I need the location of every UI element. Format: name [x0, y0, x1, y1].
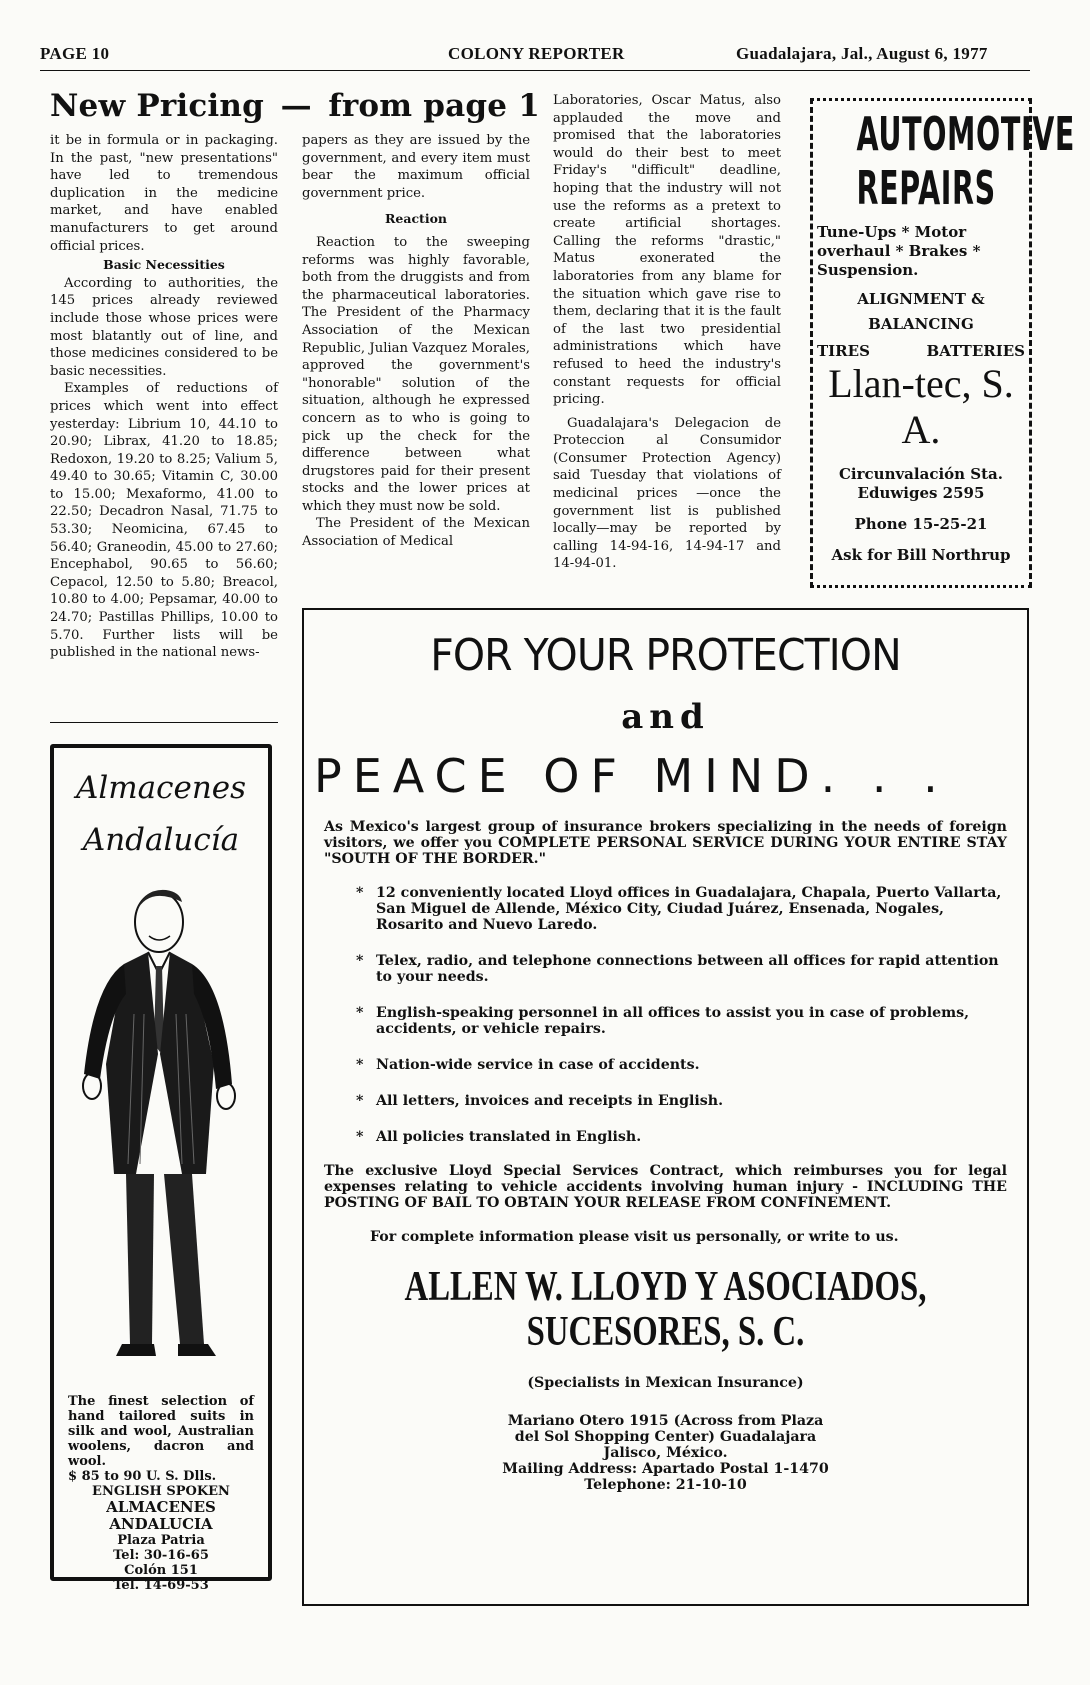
tires-batteries-row: [817, 342, 1025, 361]
ad-title-repairs: REPAIRS: [856, 161, 996, 215]
contract-paragraph: The exclusive Lloyd Special Services Contract, which reimburses you for legal expenses relating to vehicle accidents involving human injury - INCLUDING THE POSTING OF BAIL TO OBTAIN YOUR RELEASE FROM CONFINEMENT.: [324, 1163, 1007, 1211]
lloyd-insurance-ad: [302, 608, 1029, 1606]
bullet-item: * 12 conveniently located Lloyd offices in Guadalajara, Chapala, Puerto Vallarta, San Miguel de Allende, México City, Ciudad Juárez, Ensenada, Nogales, Rosarito and Nuevo Laredo.: [356, 885, 1002, 933]
telephone: Telephone: 21-10-10: [584, 1477, 747, 1493]
bullet-item: * Telex, radio, and telephone connections between all offices for rapid attention to your needs.: [356, 953, 999, 985]
specialty-line: (Specialists in Mexican Insurance): [527, 1375, 804, 1391]
company-name-line-2: SUCESORES, S. C.: [526, 1309, 805, 1355]
almacenes-andalucia-ad: [50, 744, 272, 1593]
price-range: $ 85 to 90 U. S. Dlls.: [68, 1469, 217, 1484]
paragraph: Examples of reductions of prices which went into effect yesterday: Librium 10, 44.10 to 20.90; Librax, 41.20 to 18.85; Redoxon, 19.20 to 8.25; Valium 5, 49.40 to 30.65; Vitamin C, 30.00 to 15.00; Mexaformo, 41.00 to 22.50; Decadron Nasal, 71.75 to 53.30; Neomicina, 67.45 to 56.40; Graneodin, 45.00 to 27.60; Encephabol, 90.65 to 56.60; Cepacol, 12.50 to 5.80; Breacol, 10.80 to 4.00; Pepsamar, 40.00 to 24.70; Pastillas Phillips, 10.00 to 5.70. Further lists will be published in the national news-: [50, 381, 278, 661]
batteries-label: BATTERIES: [926, 342, 1025, 360]
ad-title-peace: PEACE OF MIND. . .: [314, 749, 949, 803]
man-in-suit-illustration: [54, 874, 268, 1394]
company-name-line-1: ALLEN W. LLOYD Y ASOCIADOS,: [404, 1264, 927, 1310]
ad-text-block: [54, 1394, 268, 1593]
column-rule: [50, 722, 278, 723]
paragraph: Guadalajara's Delegacion de Proteccion al Consumidor (Consumer Protection Agency) said Tuesday that violations of medicinal prices —once the government list is published locally—may be reported by calling 14-94-16, 14-94-17 and 14-94-01.: [553, 415, 781, 572]
paragraph: it be in formula or in packaging. In the past, "new presentations" have led to tremendous duplication in the medicine market, and have enabled manufacturers to get around official prices.: [50, 133, 278, 254]
article-column-3: [553, 92, 781, 573]
store-name: ALMACENES: [106, 1498, 216, 1516]
phone-number: Tel. 14-69-53: [113, 1578, 209, 1593]
english-spoken: ENGLISH SPOKEN: [92, 1484, 230, 1499]
alignment-label: ALIGNMENT &: [857, 290, 985, 308]
headline-right: from page 1: [328, 88, 540, 124]
services-list: Tune-Ups * Motor overhaul * Brakes * Suspension.: [817, 223, 981, 279]
headline-left: New Pricing: [50, 88, 265, 124]
paragraph: The President of the Mexican Association of Medical: [302, 516, 530, 550]
automotive-repairs-ad: [810, 98, 1076, 588]
dateline: Guadalajara, Jal., August 6, 1977: [736, 44, 988, 63]
ad-title-protection: FOR YOUR PROTECTION: [430, 630, 901, 681]
phone-number: Phone 15-25-21: [854, 515, 988, 533]
bullet-item: * Nation-wide service in case of accidents.: [356, 1057, 700, 1073]
tires-label: TIRES: [817, 342, 870, 360]
location: Plaza Patria: [117, 1533, 205, 1548]
contact-person: Ask for Bill Northrup: [831, 546, 1011, 564]
intro-paragraph: As Mexico's largest group of insurance brokers specializing in the needs of foreign visitors, we offer you COMPLETE PERSONAL SERVICE DURING YOUR ENTIRE STAY "SOUTH OF THE BORDER.": [324, 819, 1007, 867]
company-name: Llan-tec, S. A.: [828, 361, 1014, 452]
ad-title-automotive: AUTOMOTIVE: [856, 107, 1076, 161]
ad-title-and: and: [621, 697, 710, 737]
paragraph: Reaction to the sweeping reforms was highly favorable, both from the druggists and from the pharmaceutical laboratories. The President of the Pharmacy Association of the Mexican Republic, Julian Vazquez Morales, approved the government's "honorable" solution of the situation, although he expressed concern as to who is going to pick up the check for the difference between what drugstores paid for their present stocks and the lower prices at which they must now be sold.: [302, 234, 530, 514]
address-line: Eduwiges 2595: [857, 484, 985, 502]
phone-number: Tel: 30-16-65: [113, 1548, 209, 1563]
subheading: Basic Necessities: [103, 257, 225, 273]
product-description: The finest selection of hand tailored suits in silk and wool, Australian woolens, dacron and wool.: [68, 1394, 254, 1469]
bullet-item: * English-speaking personnel in all offices to assist you in case of problems, accidents, or vehicle repairs.: [356, 1005, 970, 1037]
location: Colón 151: [124, 1563, 198, 1578]
paragraph: According to authorities, the 145 prices already reviewed include those whose prices were most blatantly out of line, and those medicines considered to be basic necessities.: [50, 275, 278, 379]
address-block: [304, 1413, 1027, 1493]
page-number: PAGE 10: [40, 44, 110, 63]
article-headline: [50, 88, 540, 124]
article-column-1: [50, 132, 278, 662]
bullet-list: [356, 885, 1007, 1145]
headline-dash: —: [280, 88, 312, 124]
subheading: Reaction: [385, 211, 447, 227]
address-line: Circunvalación Sta.: [838, 465, 1003, 483]
bullet-item: * All policies translated in English.: [356, 1129, 642, 1145]
paragraph: papers as they are issued by the government, and every item must bear the maximum official government price.: [302, 133, 530, 201]
visit-line: For complete information please visit us personally, or write to us.: [370, 1229, 899, 1245]
paragraph: Laboratories, Oscar Matus, also applauded the move and promised that the laboratories would do their best to meet Friday's "difficult" deadline, hoping that the industry will not use the reforms as a pretext to create artificial shortages. Calling the reforms "drastic," Matus exonerated the laboratories from any blame for the situation which gave rise to them, declaring that it is the fault of the last two presidential administrations which have refused to heed the industry's constant requests for official pricing.: [553, 93, 781, 408]
address-line: Jalisco, México.: [603, 1445, 728, 1461]
header-rule: [40, 70, 1030, 71]
bullet-item: * All letters, invoices and receipts in English.: [356, 1093, 724, 1109]
newspaper-name: COLONY REPORTER: [448, 44, 625, 63]
mailing-address: Mailing Address: Apartado Postal 1-1470: [502, 1461, 829, 1477]
address-line: del Sol Shopping Center) Guadalajara: [514, 1429, 817, 1445]
script-title-1: Almacenes: [75, 770, 247, 806]
balancing-label: BALANCING: [868, 315, 974, 333]
store-name: ANDALUCIA: [109, 1515, 213, 1533]
address-line: Mariano Otero 1915 (Across from Plaza: [507, 1413, 824, 1429]
article-column-2: [302, 132, 530, 551]
script-title-2: Andalucía: [82, 822, 240, 858]
